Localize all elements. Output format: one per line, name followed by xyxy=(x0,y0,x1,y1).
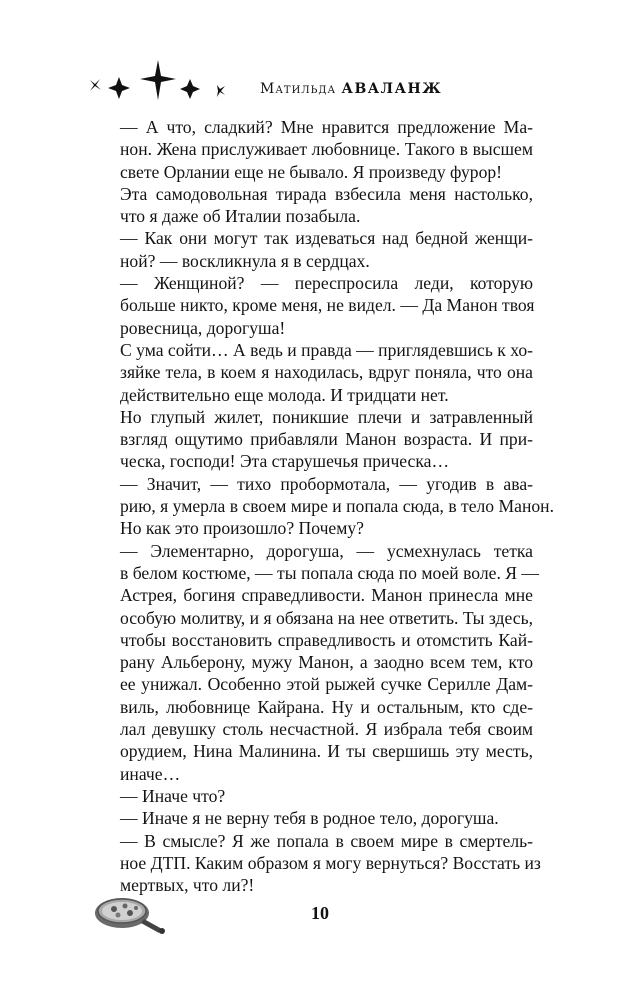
text-line: особую молитву, и я обязана на нее ответить. Ты здесь, xyxy=(120,607,533,628)
paragraph xyxy=(120,473,554,540)
paragraph xyxy=(120,540,539,785)
paragraph xyxy=(120,785,533,807)
paragraph xyxy=(120,272,533,339)
paragraph xyxy=(120,830,541,897)
text-line: — В смысле? Я же попала в своем мире в смертель- xyxy=(120,830,533,851)
page-number: 10 xyxy=(311,903,329,923)
pizza-board-icon xyxy=(92,893,168,937)
text-line: — Элементарно, дорогуша, — усмехнулась тетка xyxy=(120,540,533,561)
running-header xyxy=(86,58,546,102)
paragraph xyxy=(120,183,533,228)
paragraph xyxy=(120,227,533,272)
author-last-name: АВАЛАНЖ xyxy=(341,81,443,97)
text-line: — Иначе что? xyxy=(120,785,226,806)
text-line: что я даже об Италии позабыла. xyxy=(120,206,361,227)
text-line: Эта самодовольная тирада взбесила меня настолько, xyxy=(120,183,533,204)
text-line: ровесница, дорогуша! xyxy=(120,317,286,338)
text-line: — Значит, — тихо пробормотала, — угодив в ава- xyxy=(120,473,533,494)
text-line: — Иначе я не верну тебя в родное тело, дорогуша. xyxy=(120,808,499,829)
body-text xyxy=(120,116,554,896)
text-line: свете Орлании еще не бывало. Я произведу фурор! xyxy=(120,161,503,182)
stars-ornament-icon xyxy=(86,58,246,102)
text-line: рану Альберону, мужу Манон, а заодно всем тем, кто xyxy=(120,652,533,673)
author-name xyxy=(260,81,442,97)
text-line: Но как это произошло? Почему? xyxy=(120,518,364,539)
text-line: больше никто, кроме меня, не видел. — Да Манон твоя xyxy=(120,295,535,316)
text-line: — Как они могут так издеваться над бедной женщи- xyxy=(120,228,533,249)
text-line: — Женщиной? — переспросила леди, которую xyxy=(120,273,533,294)
text-line: нон. Жена прислуживает любовнице. Такого в высшем xyxy=(120,139,533,160)
author-first-name: Матильда xyxy=(260,81,337,97)
text-line: чтобы восстановить справедливость и отомстить Кай- xyxy=(120,629,533,650)
paragraph xyxy=(120,116,533,183)
text-line: мертвых, что ли?! xyxy=(120,875,255,896)
text-line: С ума сойти… А ведь и правда — приглядевшись к хо- xyxy=(120,339,533,360)
text-line: ной? — воскликнула я в сердцах. xyxy=(120,250,370,271)
text-line: Но глупый жилет, поникшие плечи и затравленный xyxy=(120,406,533,427)
paragraph xyxy=(120,807,533,829)
text-line: ное ДТП. Каким образом я могу вернуться? Восстать из xyxy=(120,852,541,873)
text-line: лал девушку столь несчастной. Я избрала тебя своим xyxy=(120,719,533,740)
text-line: действительно еще молода. И тридцати нет. xyxy=(120,384,449,405)
text-line: рию, я умерла в своем мире и попала сюда, в тело Манон. xyxy=(120,496,554,517)
text-line: в белом костюме, — ты попала сюда по моей воле. Я — xyxy=(120,562,539,583)
text-line: зяйке тела, в коем я находилась, вдруг поняла, что она xyxy=(120,362,533,383)
text-line: взгляд ощутимо прибавляли Манон возраста. И при- xyxy=(120,429,533,450)
text-line: Астрея, богиня справедливости. Манон принесла мне xyxy=(120,585,533,606)
text-line: виль, любовнице Кайрана. Ну и остальным, кто сде- xyxy=(120,696,533,717)
text-line: иначе… xyxy=(120,763,181,784)
paragraph xyxy=(120,339,533,406)
paragraph xyxy=(120,406,533,473)
text-line: ее унижал. Особенно этой рыжей сучке Серилле Дам- xyxy=(120,674,533,695)
text-line: орудием, Нина Малинина. И ты свершишь эту месть, xyxy=(120,741,533,762)
text-line: ческа, господи! Эта старушечья прическа… xyxy=(120,451,450,472)
text-line: — А что, сладкий? Мне нравится предложение Ма- xyxy=(120,117,533,137)
